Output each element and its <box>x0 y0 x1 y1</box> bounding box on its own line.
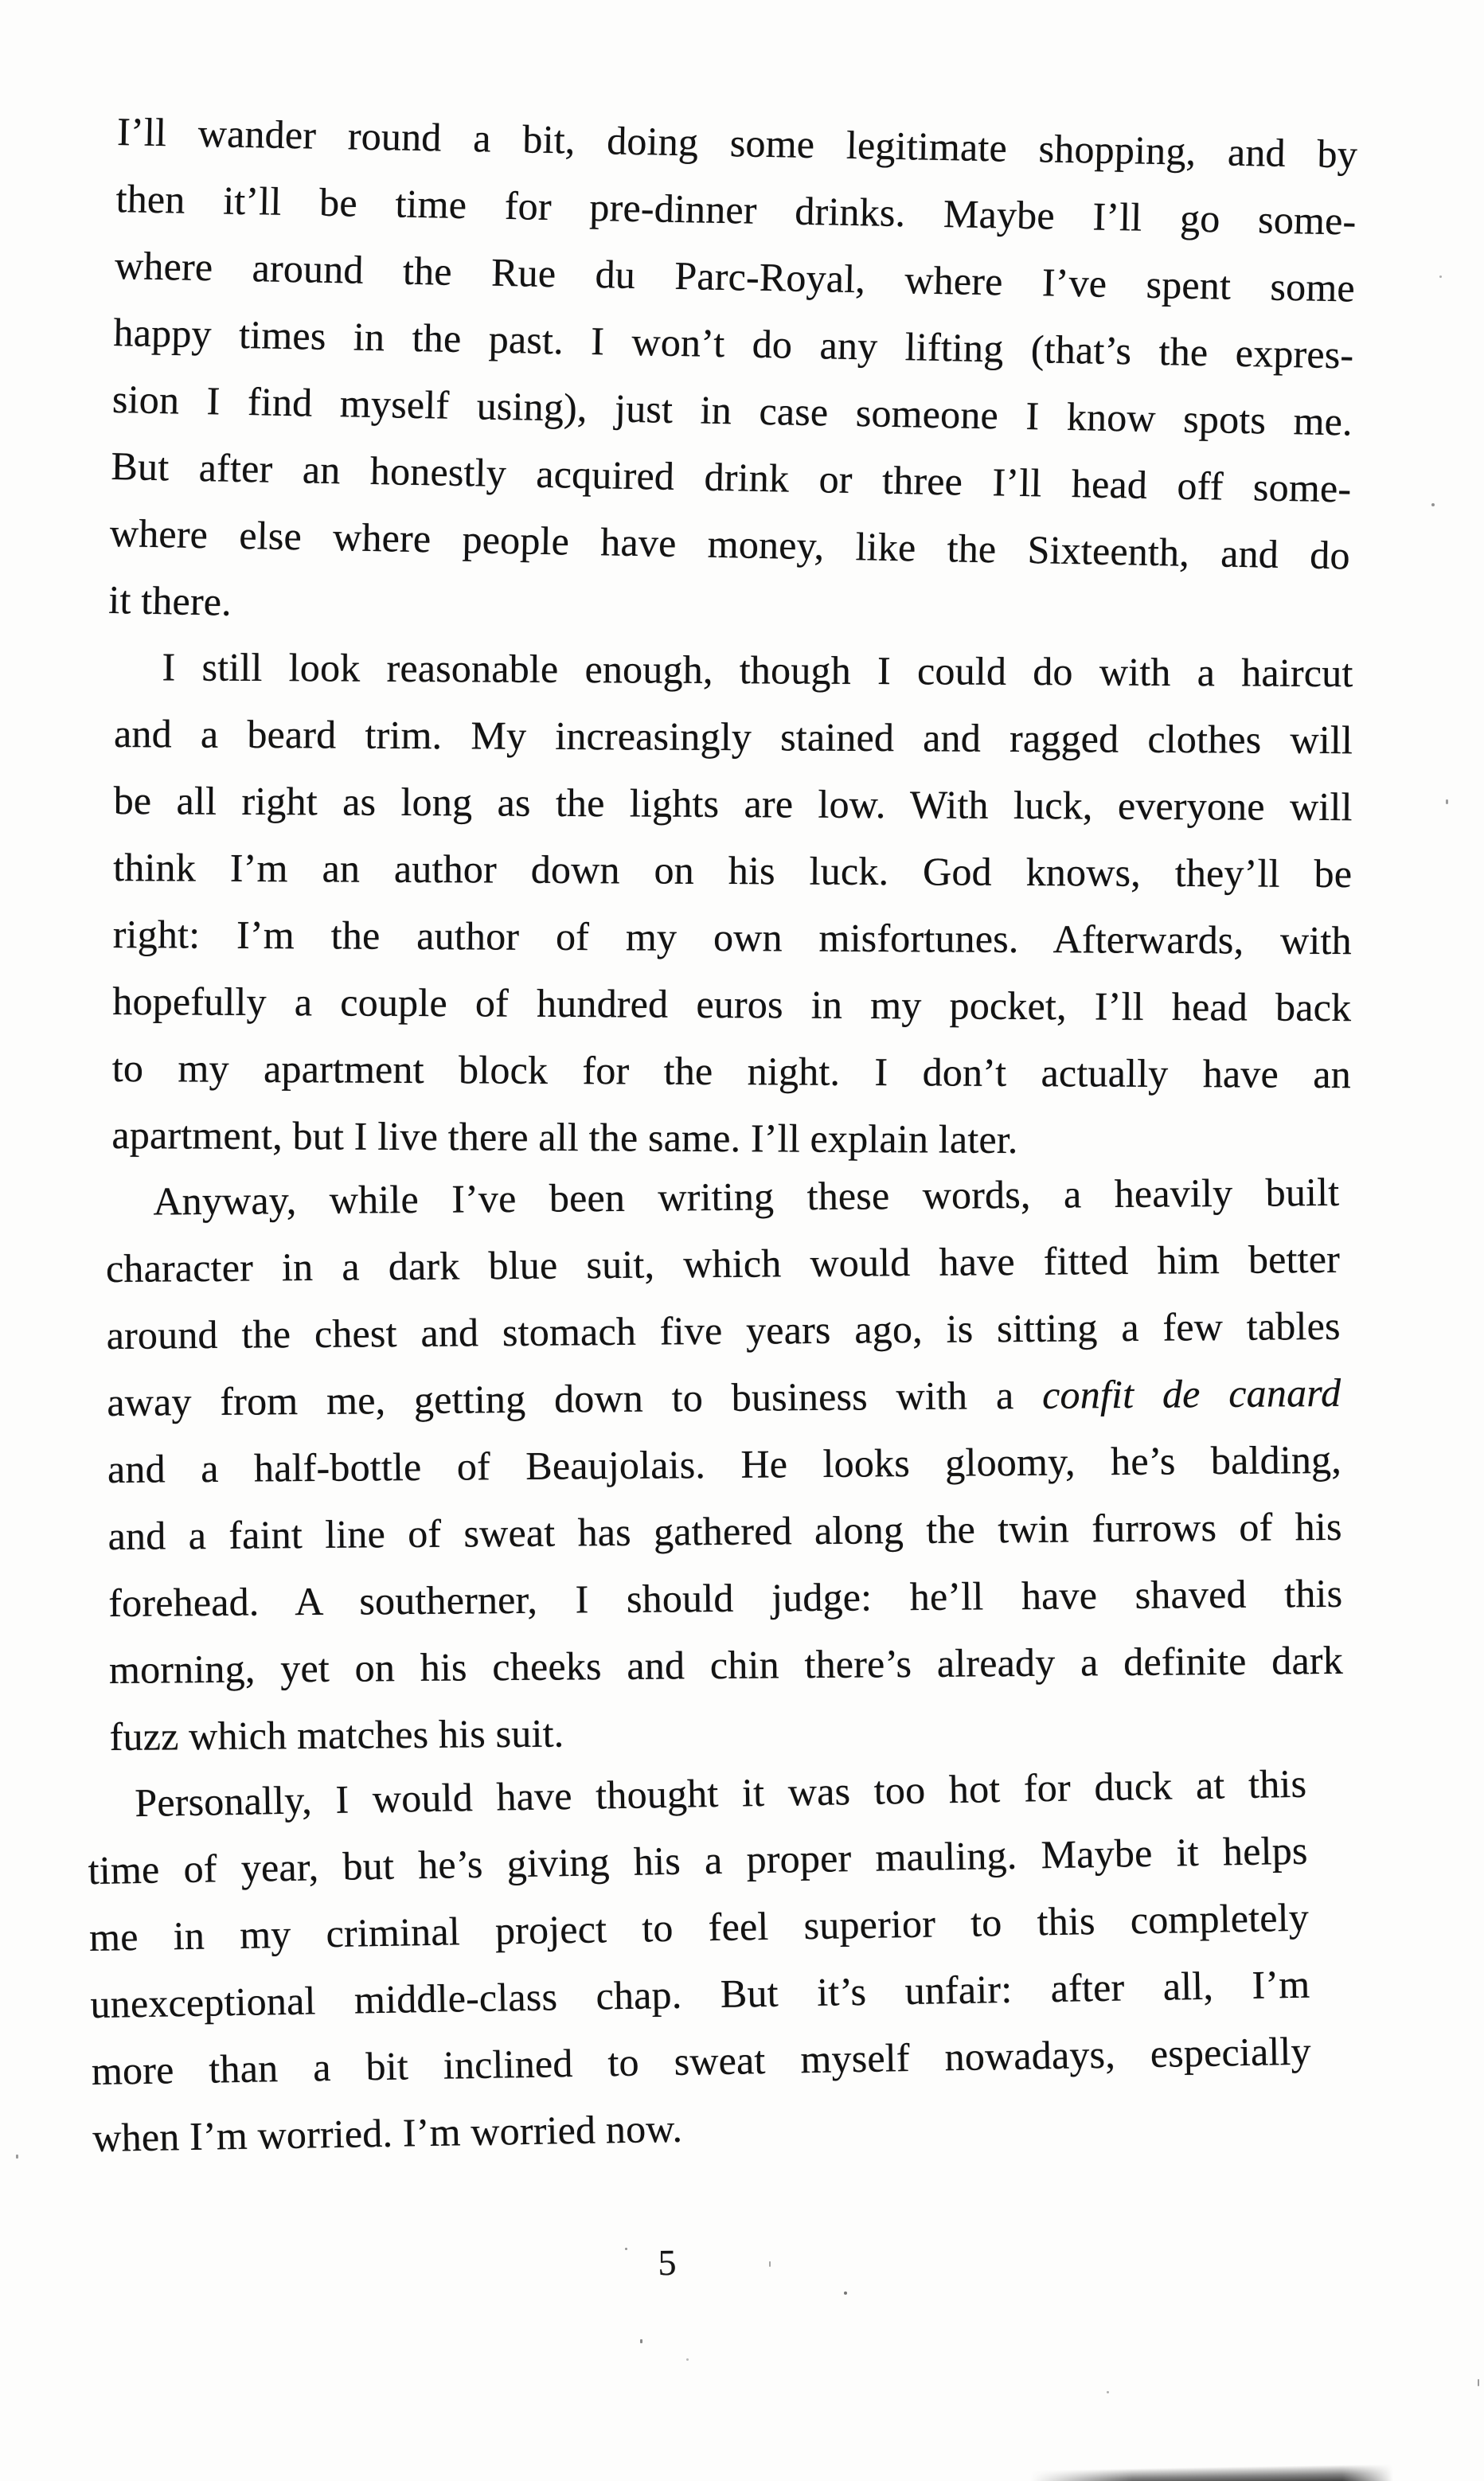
scan-speck <box>1478 2379 1479 2386</box>
text-line: Personally, I would have thought it was too hot for duck at this <box>134 1760 1307 1826</box>
text-line: where around the Rue du Parc-Royal, where I’ve spent some <box>114 242 1356 311</box>
text-line: unexceptional middle-class chap. But it’s unfair: after all, I’m <box>90 1961 1310 2027</box>
scan-speck <box>844 2292 847 2295</box>
text-line: Anyway, while I’ve been writing these words, a heavily built <box>153 1169 1340 1224</box>
text-line: around the chest and stomach five years ago, is sitting a few tables <box>106 1303 1341 1358</box>
text-line: happy times in the past. I won’t do any lifting (that’s the expres- <box>113 309 1354 377</box>
text-line: and a faint line of sweat has gathered along the twin furrows of his <box>107 1503 1342 1558</box>
scan-speck <box>1439 275 1442 278</box>
text-line: and a beard trim. My increasingly stained and ragged clothes will <box>113 711 1353 763</box>
page-edge-shadow <box>1031 2462 1393 2481</box>
text-line: then it’ll be time for pre-dinner drinks. Maybe I’ll go some- <box>115 175 1357 244</box>
italic-phrase: confit de canard <box>1041 1369 1341 1417</box>
text-line: to my apartment block for the night. I don’t actually have an <box>111 1045 1352 1097</box>
text-line: morning, yet on his cheeks and chin there’s already a definite dark <box>108 1637 1344 1692</box>
text-line: it there. <box>107 576 232 624</box>
scan-speck <box>1107 2391 1109 2393</box>
text-line: apartment, but I live there all the same. I’ll explain later. <box>111 1112 1018 1162</box>
scan-speck <box>1218 1083 1220 1085</box>
scan-speck <box>1431 503 1435 506</box>
scan-speck <box>686 2358 689 2361</box>
text-line: more than a bit inclined to sweat myself nowadays, especially <box>91 2028 1312 2094</box>
paragraph <box>87 1750 1313 2171</box>
text-line: fuzz which matches his suit. <box>109 1710 564 1759</box>
text-line: where else where people have money, like the Sixteenth, and do <box>109 510 1351 578</box>
text-line: be all right as long as the lights are low. With luck, everyone will <box>113 778 1353 830</box>
text-line: character in a dark blue suit, which would have fitted him better <box>105 1236 1341 1291</box>
paragraph <box>105 1158 1344 1770</box>
text-line: forehead. A southerner, I should judge: he’ll have shaved this <box>108 1570 1343 1625</box>
page-number-label: 5 <box>658 2241 677 2284</box>
scan-speck <box>640 2339 642 2343</box>
paragraph <box>108 98 1358 655</box>
text-line <box>107 1359 1341 1436</box>
scan-speck <box>769 2261 771 2267</box>
text-line: sion I find myself using), just in case someone I know spots me. <box>111 376 1353 444</box>
scan-speck <box>625 2248 627 2250</box>
text-line: I’ll wander round a bit, doing some legitimate shopping, and by <box>116 108 1358 177</box>
text-line: time of year, but he’s giving his a proper mauling. Maybe it helps <box>88 1827 1308 1893</box>
scan-speck <box>16 2155 18 2159</box>
paragraph <box>111 633 1353 1174</box>
text-line: right: I’m the author of my own misfortunes. Afterwards, with <box>112 911 1352 963</box>
page-text <box>0 98 1484 2171</box>
text-segment: away from me, getting down to business with a <box>107 1372 1043 1425</box>
scan-speck <box>1446 799 1448 804</box>
text-line: hopefully a couple of hundred euros in my pocket, I’ll head back <box>112 978 1352 1030</box>
text-line: me in my criminal project to feel superior to this completely <box>88 1894 1310 1960</box>
text-line: think I’m an author down on his luck. God knows, they’ll be <box>113 845 1353 897</box>
text-line: when I’m worried. I’m worried now. <box>92 2105 683 2161</box>
text-line: I still look reasonable enough, though I could do with a haircut <box>162 644 1353 696</box>
text-line: But after an honestly acquired drink or three I’ll head off some- <box>111 443 1352 511</box>
text-line: and a half-bottle of Beaujolais. He looks gloomy, he’s balding, <box>107 1436 1342 1491</box>
